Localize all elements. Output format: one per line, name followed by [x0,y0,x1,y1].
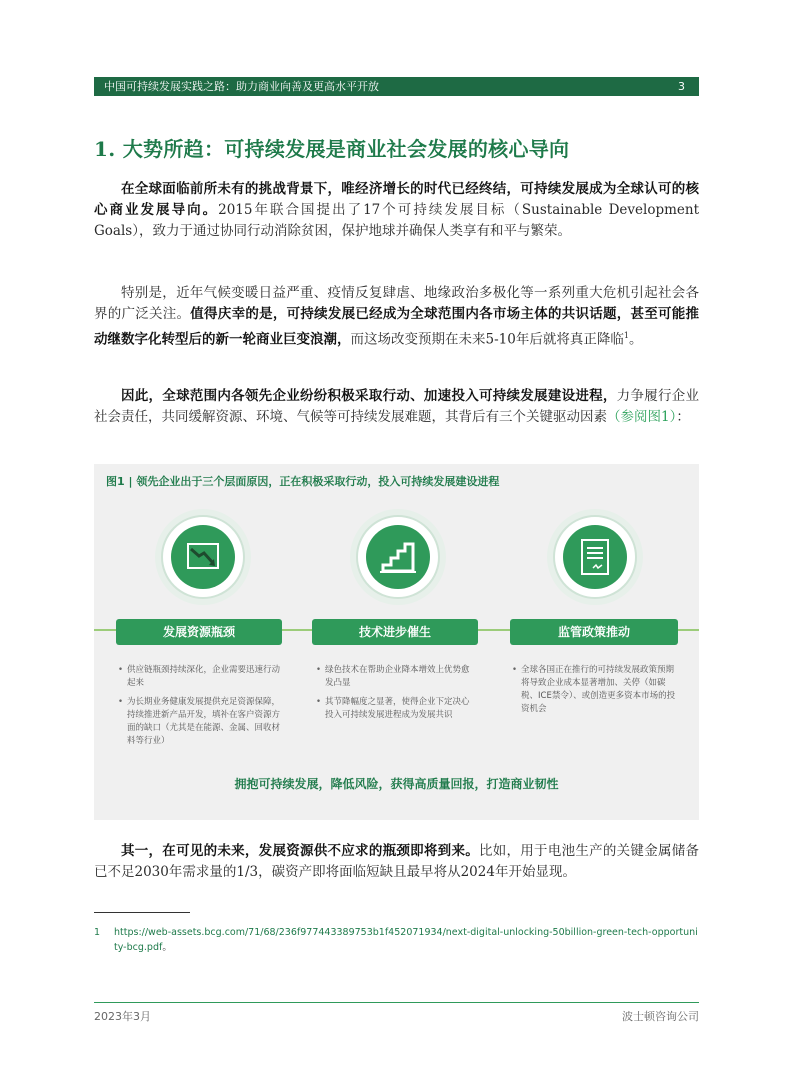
circle-technology [356,515,440,599]
list-item: • 为长期业务健康发展提供充足资源保障，持续推进新产品开发，填补在客户资源方面的缺口（尤其是在能源、金属、回收材料等行业） [118,696,286,748]
column-label-policy: 监管政策推动 [510,619,678,645]
footer-company: 波士顿咨询公司 [622,1010,699,1023]
page-number: 3 [678,80,685,93]
section-heading: 1. 大势所趋：可持续发展是商业社会发展的核心导向 [94,137,570,161]
running-header [94,77,699,96]
declining-chart-icon [171,525,235,589]
list-item: • 其节降幅度之显著，使得企业下定决心投入可持续发展进程成为发展共识 [316,696,476,722]
circle-resource [161,515,245,599]
p1-bold: 在全球面临前所未有的挑战背景下，唯经济增长的时代已经终结，可持续发展成为全球认可的核心商业发展导向。 [94,181,699,218]
figure-1 [94,464,699,820]
p2-bold: 值得庆幸的是，可持续发展已经成为全球范围内各市场主体的共识话题，甚至可能推动继数字化转型后的新一轮商业巨变浪潮， [94,306,700,348]
footer-date: 2023年3月 [94,1010,151,1023]
figure-reference-link[interactable]: （参阅图1） [607,409,677,425]
figure-title: 图1 | 领先企业出于三个层面原因，正在积极采取行动，投入可持续发展建设进程 [106,475,500,488]
p4-text: 比如，用于电池生产的关键金属储备已不足2030年需求量的1/3，碳资产即将面临短缺且最早将从2024年开始显现。 [94,843,700,880]
bullets-policy [512,664,676,722]
p2-text-a: 特别是，近年气候变暖日益严重、疫情反复肆虐、地缘政治多极化等一系列重大危机引起社会各界的广泛关注。 [94,285,699,322]
list-item: • 供应链瓶颈持续深化，企业需要迅速行动起来 [118,664,286,690]
p4-bold: 其一，在可见的未来，发展资源供不应求的瓶颈即将到来。 [121,843,479,859]
footnote-link[interactable]: https://web-assets.bcg.com/71/68/236f977443389753b1f452071934/next-digital-unlocking-50billion-green-tech-opportunity-bcg.pdf [114,927,698,953]
paragraph-2 [94,283,699,351]
column-label-technology: 技术进步催生 [312,619,478,645]
stairs-growth-icon [366,525,430,589]
bullets-resource [118,664,286,754]
column-label-resource: 发展资源瓶颈 [116,619,282,645]
footnote-end: 。 [162,942,172,953]
p1-text: 2015年联合国提出了17个可持续发展目标（Sustainable Development Goals），致力于通过协同行动消除贫困，保护地球并确保人类享有和平与繁荣。 [94,202,700,239]
p2-end: 。 [628,331,643,348]
bullets-technology [316,664,476,728]
paragraph-4 [94,841,699,883]
header-title: 中国可持续发展实践之路：助力商业向善及更高水平开放 [104,80,379,93]
footer-divider [94,1002,699,1003]
p3-end: ： [676,409,690,425]
paragraph-3 [94,386,699,428]
footnote-marker[interactable]: 1 [623,331,629,340]
footnote-number: 1 [94,927,101,938]
footnote-divider [94,912,190,913]
p2-text-b: 而这场改变预期在未来5-10年后就将真正降临 [350,331,624,348]
figure-tagline: 拥抱可持续发展，降低风险，获得高质量回报，打造商业韧性 [234,777,559,791]
p3-text: 力争履行企业社会责任，共同缓解资源、环境、气候等可持续发展难题，其背后有三个关键驱动因素 [94,388,700,425]
list-item: • 绿色技术在帮助企业降本增效上优势愈发凸显 [316,664,476,690]
paragraph-1 [94,179,699,242]
policy-document-icon [563,525,627,589]
list-item: • 全球各国正在推行的可持续发展政策预期将导致企业成本显著增加、关停（如碳税、ICE禁令）、或创造更多资本市场的投资机会 [512,664,676,716]
circle-policy [553,515,637,599]
p3-bold: 因此，全球范围内各领先企业纷纷积极采取行动、加速投入可持续发展建设进程， [121,388,617,404]
